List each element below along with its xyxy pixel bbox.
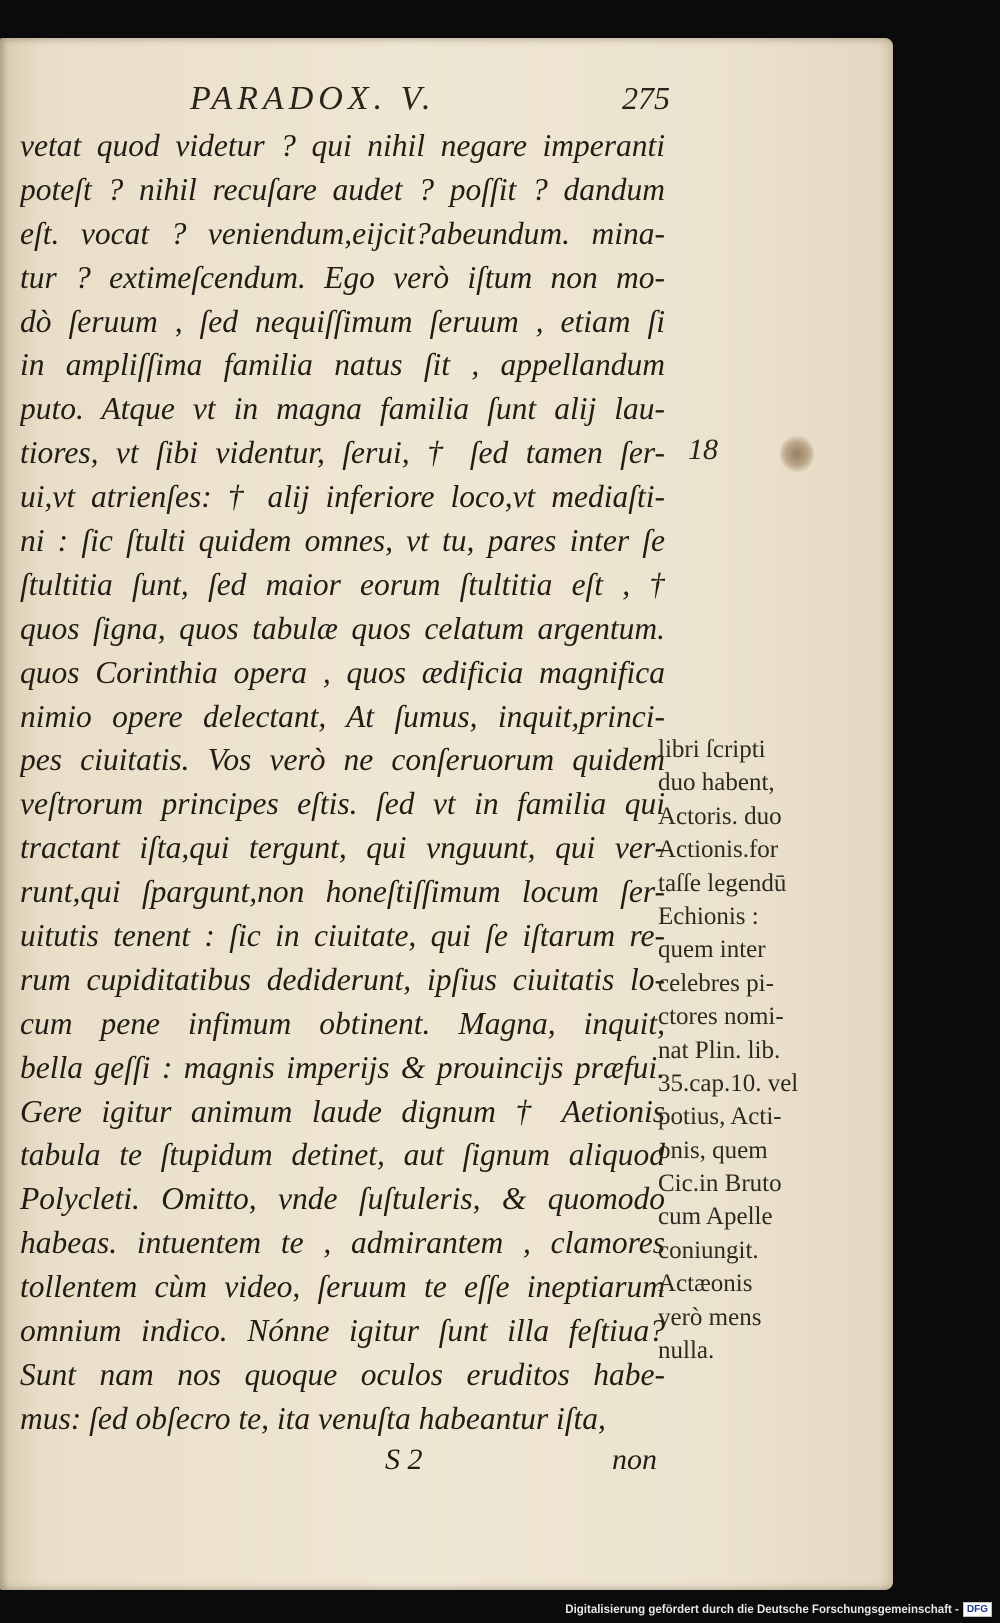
margin-note-line: Actoris. duo bbox=[658, 802, 782, 830]
margin-note-line: Actæonis bbox=[658, 1270, 753, 1298]
text-line: omnium indico. Nónne igitur ſunt illa feſtiua? bbox=[20, 1313, 665, 1349]
margin-note-line: coniungit. bbox=[658, 1236, 759, 1264]
text-line: rum cupiditatibus dediderunt, ipſius ciuitatis lo- bbox=[20, 961, 665, 997]
text-line: Polycleti. Omitto, vnde ſuſtuleris, & quomodo bbox=[20, 1181, 665, 1217]
text-line: tiores, vt ſibi videntur, ſerui, † ſed tamen ſer- bbox=[20, 435, 665, 471]
margin-note-line: nulla. bbox=[658, 1337, 715, 1365]
text-line: Sunt nam nos quoque oculos eruditos habe- bbox=[20, 1356, 665, 1392]
text-line: vetat quod videtur ? qui nihil negare imperanti bbox=[20, 128, 665, 163]
text-line: quos Corinthia opera , quos ædificia magnifica bbox=[20, 654, 665, 690]
text-line: Gere igitur animum laude dignum † Aetionis bbox=[20, 1093, 665, 1129]
text-line: dò ſeruum , ſed nequiſſimum ſeruum , etiam ſi bbox=[20, 303, 665, 339]
margin-note-line: Actionis.for bbox=[658, 836, 779, 864]
text-line: veſtrorum principes eſtis. ſed vt in familia qui bbox=[20, 786, 665, 822]
text-line: ſtultitia ſunt, ſed maior eorum ſtultitia eſt , † bbox=[20, 566, 665, 602]
text-line: runt,qui ſpargunt,non honeſtiſſimum locum ſer- bbox=[20, 874, 665, 910]
text-line: ni : ſic ſtulti quidem omnes, vt tu, pares inter ſe bbox=[20, 523, 665, 559]
text-line: pes ciuitatis. Vos verò ne conſeruorum quidem bbox=[20, 742, 665, 778]
text-line: poteſt ? nihil recuſare audet ? poſſit ? dandum bbox=[20, 171, 665, 207]
margin-note-line: 35.cap.10. vel bbox=[658, 1069, 799, 1097]
margin-note-line: Cic.in Bruto bbox=[658, 1170, 782, 1198]
text-line: nimio opere delectant, At ſumus, inquit,princi- bbox=[20, 698, 665, 734]
text-line: uitutis tenent : ſic in ciuitate, qui ſe iſtarum re- bbox=[20, 918, 665, 954]
text-line: tur ? extimeſcendum. Ego verò iſtum non mo- bbox=[20, 259, 665, 295]
digitization-footer bbox=[565, 1602, 992, 1617]
margin-note-line: duo habent, bbox=[658, 769, 775, 797]
signature-mark: S 2 bbox=[385, 1443, 423, 1476]
text-line: puto. Atque vt in magna familia ſunt alij lau- bbox=[20, 391, 665, 427]
text-line: eſt. vocat ? veniendum,eijcit?abeundum. mina- bbox=[20, 215, 665, 251]
text-line: tractant iſta,qui tergunt, qui vnguunt, qui ver- bbox=[20, 830, 665, 866]
margin-note-line: potius, Acti- bbox=[658, 1103, 782, 1131]
text-line: cum pene infimum obtinent. Magna, inquit, bbox=[20, 1005, 665, 1041]
margin-note-line: nat Plin. lib. bbox=[658, 1036, 781, 1064]
margin-note-line: quem inter bbox=[658, 936, 766, 964]
margin-note-line: onis, quem bbox=[658, 1136, 768, 1164]
margin-note bbox=[658, 733, 836, 1367]
text-line: tollentem cùm video, ſeruum te eſſe ineptiarum bbox=[20, 1269, 665, 1305]
main-text bbox=[20, 124, 665, 1441]
text-line: quos ſigna, quos tabulæ quos celatum argentum. bbox=[20, 610, 665, 646]
catch-line bbox=[20, 1443, 665, 1483]
text-line: ui,vt atrienſes: † alij inferiore loco,vt mediaſti- bbox=[20, 479, 665, 515]
margin-note-line: libri ſcripti bbox=[658, 736, 766, 763]
margin-note-line: cum Apelle bbox=[658, 1203, 773, 1231]
margin-note-line: taſſe legendū bbox=[658, 869, 787, 897]
dfg-logo: DFG bbox=[963, 1602, 992, 1617]
page-number: 275 bbox=[622, 80, 670, 116]
text-line: tabula te ſtupidum detinet, aut ſignum aliquod bbox=[20, 1137, 665, 1173]
text-line: habeas. intuentem te , admirantem , clamores bbox=[20, 1225, 665, 1261]
footer-text: Digitalisierung gefördert durch die Deutsche Forschungsgemeinschaft - bbox=[565, 1603, 959, 1616]
running-header bbox=[190, 80, 670, 126]
paper-stain bbox=[780, 435, 814, 473]
text-line: bella geſſi : magnis imperijs & prouincijs præfui. bbox=[20, 1049, 665, 1085]
margin-note-line: ctores nomi- bbox=[658, 1003, 784, 1031]
margin-note-line: verò mens bbox=[658, 1303, 762, 1331]
margin-note-line: celebres pi- bbox=[658, 969, 774, 997]
catchword: non bbox=[612, 1443, 657, 1476]
running-title: PARADOX. V. bbox=[190, 80, 436, 117]
text-line: in ampliſſima familia natus ſit , appellandum bbox=[20, 347, 665, 383]
margin-note-line: Echionis : bbox=[658, 902, 759, 930]
margin-note-number: 18 bbox=[688, 433, 718, 466]
text-line: mus: ſed obſecro te, ita venuſta habeantur iſta, bbox=[20, 1400, 606, 1436]
